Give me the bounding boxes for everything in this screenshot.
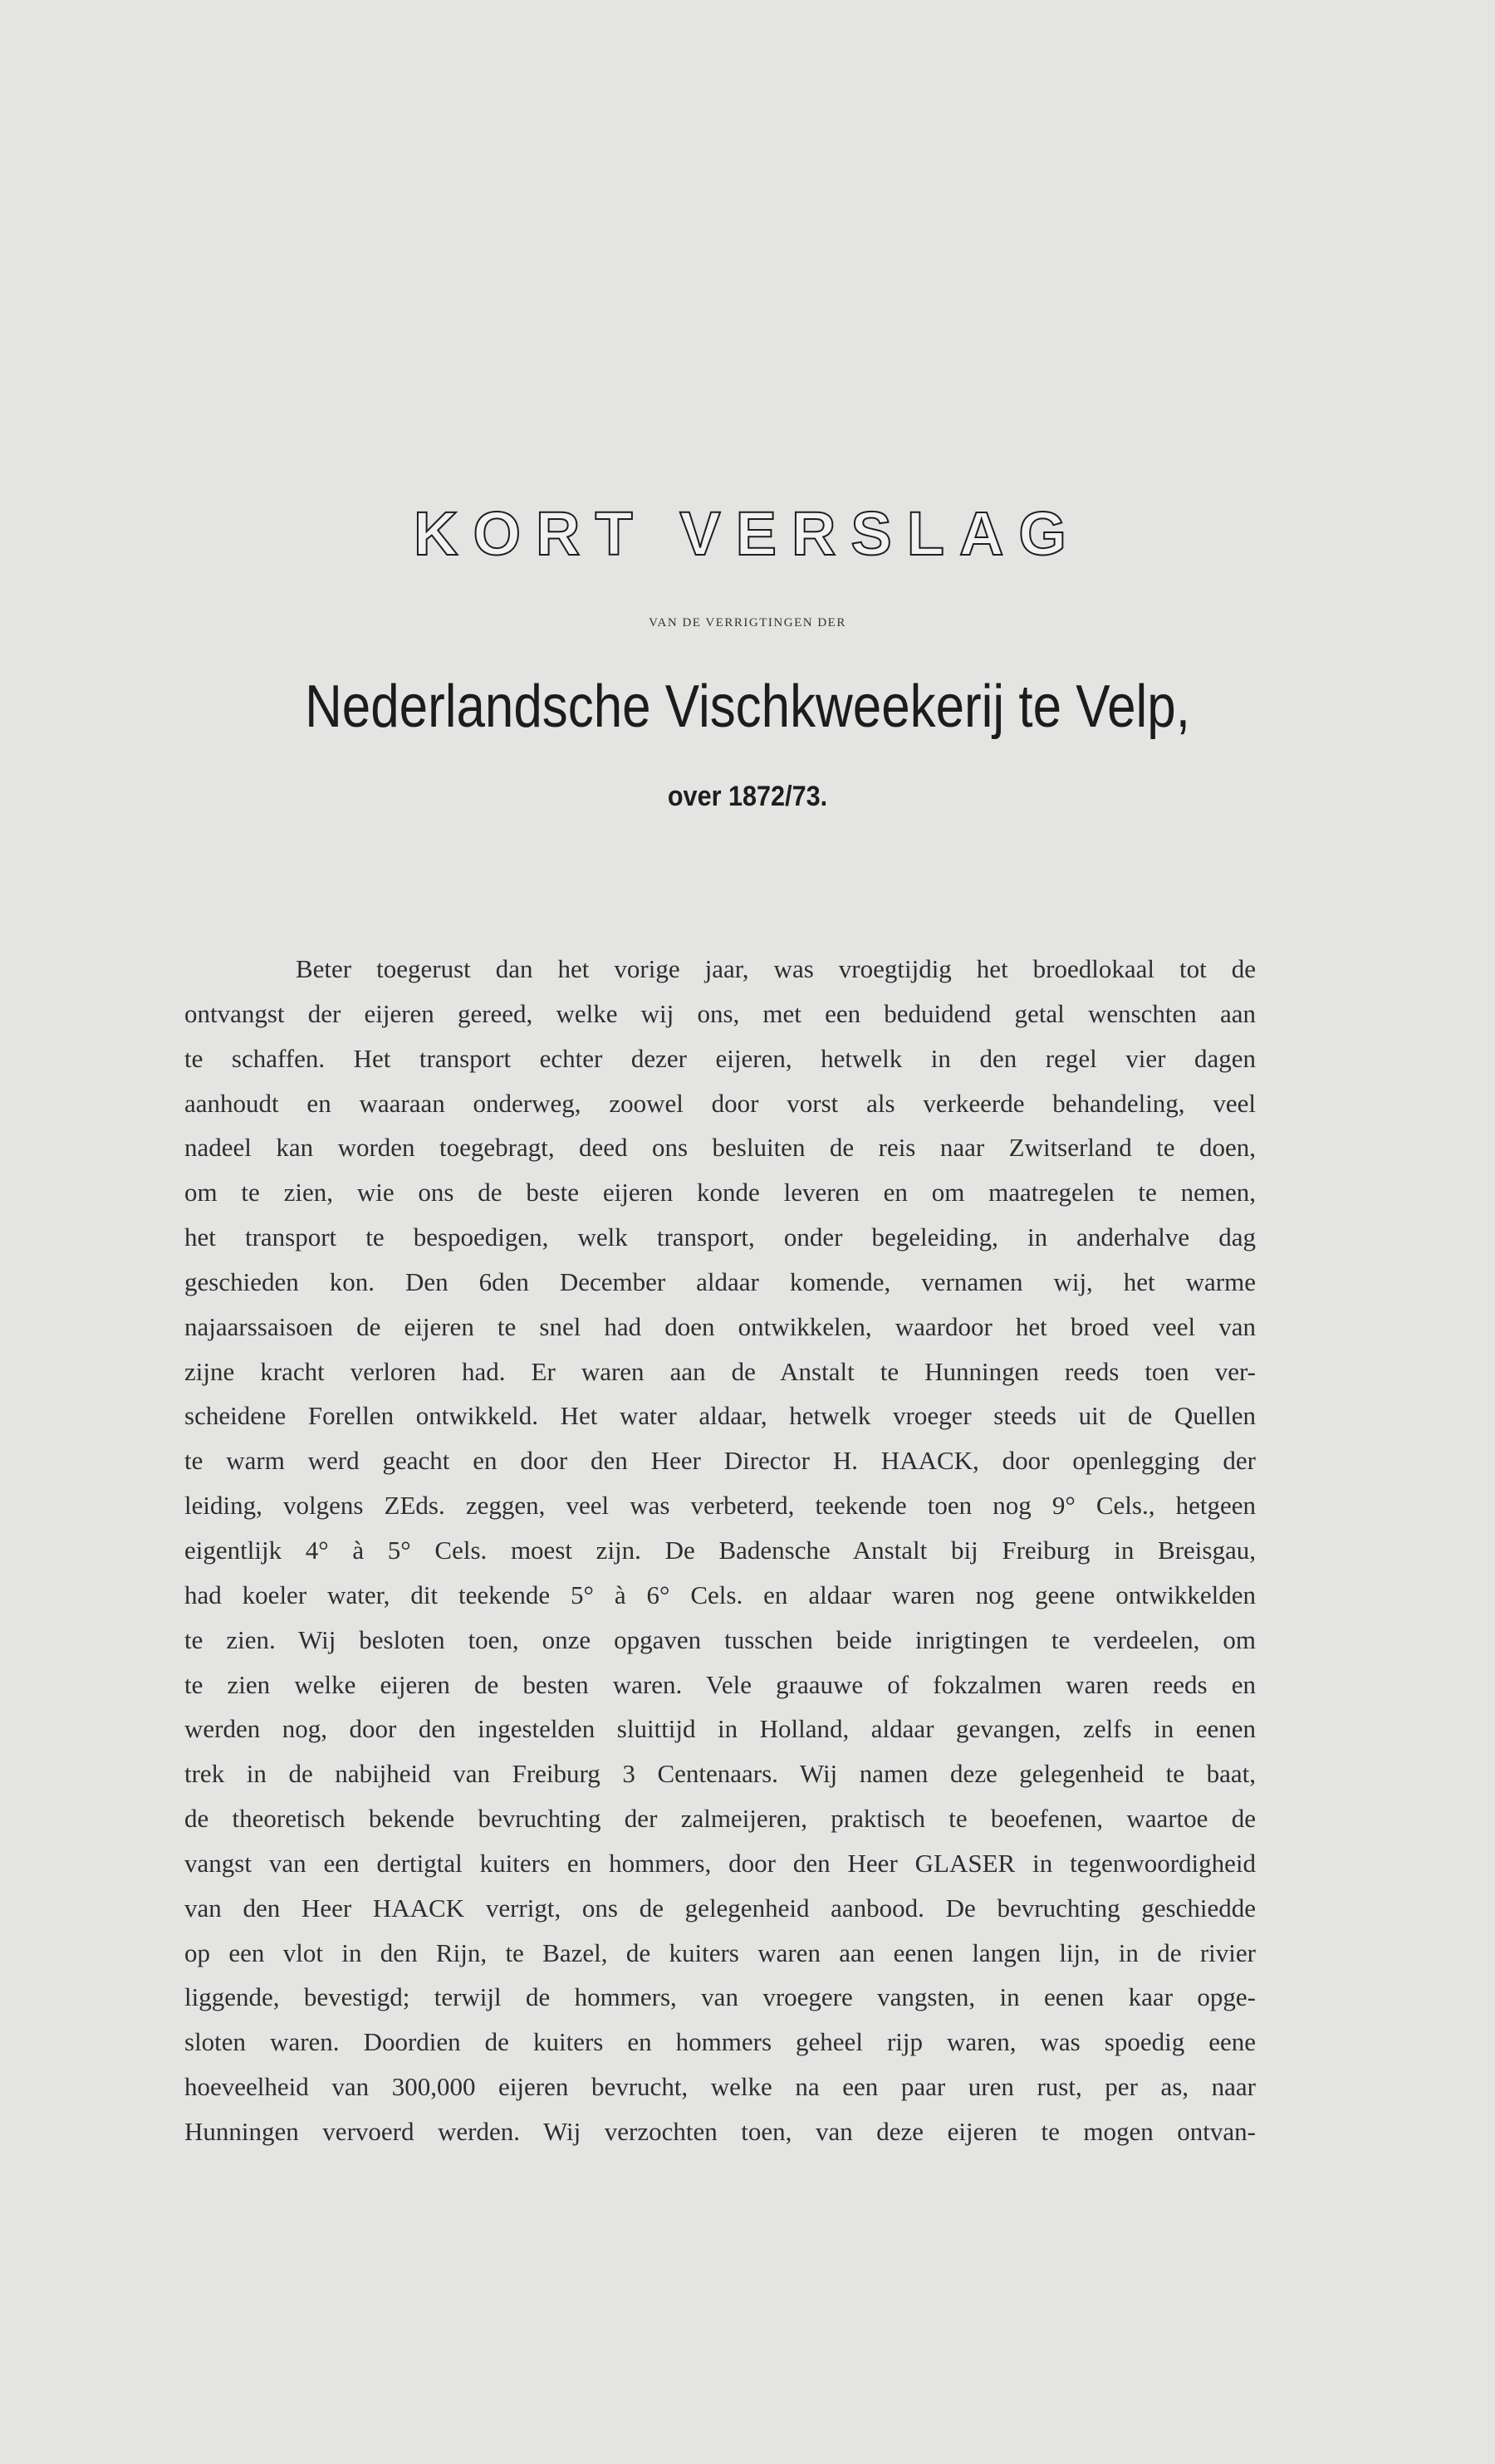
body-line: hoeveelheid van 300,000 eijeren bevrucht, welke na een paar uren rust, per as, naar — [184, 2072, 1256, 2102]
body-line: ontvangst der eijeren gereed, welke wij ons, met een beduidend getal wenschten aan — [184, 998, 1256, 1028]
body-line: van den Heer HAACK verrigt, ons de gelegenheid aanbood. De bevruchting geschiedde — [184, 1893, 1256, 1923]
document-title: KORT VERSLAG — [414, 499, 1081, 568]
body-line: had koeler water, dit teekende 5° à 6° Cels. en aldaar waren nog geene ontwikkelden — [184, 1580, 1256, 1609]
body-line: sloten waren. Doordien de kuiters en hommers geheel rijp waren, was spoedig eene — [184, 2027, 1256, 2057]
body-text — [184, 947, 1256, 2154]
body-line: vangst van een dertigtal kuiters en hommers, door den Heer GLASER in tegenwoordigheid — [184, 1848, 1256, 1878]
body-line: najaarssaisoen de eijeren te snel had doen ontwikkelen, waardoor het broed veel van — [184, 1311, 1256, 1341]
document-subtitle: VAN DE VERRIGTINGEN DER — [649, 616, 846, 629]
body-line: om te zien, wie ons de beste eijeren konde leveren en om maatregelen te nemen, — [184, 1178, 1256, 1208]
body-line: zijne kracht verloren had. Er waren aan de Anstalt te Hunningen reeds toen ver- — [184, 1356, 1256, 1386]
body-line: aanhoudt en waaraan onderweg, zoowel door vorst als verkeerde behandeling, veel — [184, 1088, 1256, 1118]
body-line: te zien. Wij besloten toen, onze opgaven tusschen beide inrigtingen te verdeelen, om — [184, 1624, 1256, 1654]
body-line: te schaffen. Het transport echter dezer eijeren, hetwelk in den regel vier dagen — [184, 1043, 1256, 1073]
body-line: werden nog, door den ingestelden sluittijd in Holland, aldaar gevangen, zelfs in eenen — [184, 1714, 1256, 1744]
body-line: het transport te bespoedigen, welk transport, onder begeleiding, in anderhalve dag — [184, 1222, 1256, 1252]
body-line: liggende, bevestigd; terwijl de hommers, van vroegere vangsten, in eenen kaar opge- — [184, 1982, 1256, 2012]
document-year: over 1872/73. — [667, 781, 828, 812]
body-line: Hunningen vervoerd werden. Wij verzochten toen, van deze eijeren te mogen ontvan- — [184, 2116, 1256, 2146]
body-line: leiding, volgens ZEds. zeggen, veel was verbeterd, teekende toen nog 9° Cels., hetgeen — [184, 1491, 1256, 1521]
body-line: te warm werd geacht en door den Heer Director H. HAACK, door openlegging der — [184, 1446, 1256, 1476]
body-line: scheidene Forellen ontwikkeld. Het water aldaar, hetwelk vroeger steeds uit de Quellen — [184, 1401, 1256, 1431]
body-line: eigentlijk 4° à 5° Cels. moest zijn. De Badensche Anstalt bij Freiburg in Breisgau, — [184, 1535, 1256, 1565]
body-line: geschieden kon. Den 6den December aldaar komende, vernamen wij, het warme — [184, 1266, 1256, 1296]
body-line: Beter toegerust dan het vorige jaar, was vroegtijdig het broedlokaal tot de — [296, 954, 1256, 983]
body-line: trek in de nabijheid van Freiburg 3 Centenaars. Wij namen deze gelegenheid te baat, — [184, 1759, 1256, 1789]
body-line: te zien welke eijeren de besten waren. Vele graauwe of fokzalmen waren reeds en — [184, 1669, 1256, 1699]
body-line: op een vlot in den Rijn, te Bazel, de kuiters waren aan eenen langen lijn, in de rivier — [184, 1937, 1256, 1967]
document-heading: Nederlandsche Vischkweekerij te Velp, — [305, 674, 1190, 740]
body-line: de theoretisch bekende bevruchting der zalmeijeren, praktisch te beoefenen, waartoe de — [184, 1804, 1256, 1834]
body-line: nadeel kan worden toegebragt, deed ons besluiten de reis naar Zwitserland te doen, — [184, 1133, 1256, 1163]
